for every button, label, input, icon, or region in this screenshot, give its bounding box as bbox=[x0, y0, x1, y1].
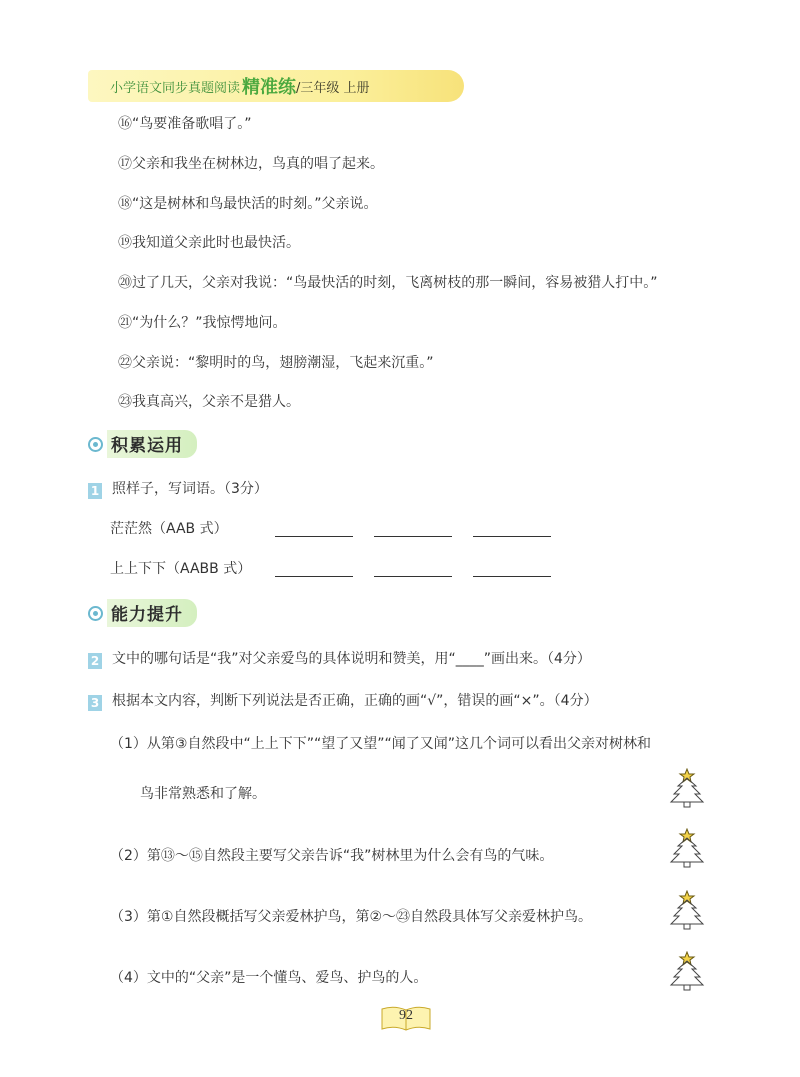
christmas-tree-icon[interactable] bbox=[668, 828, 706, 868]
question-3-text: 根据本文内容，判断下列说法是否正确，正确的画“√”，错误的画“×”。（4分） bbox=[112, 693, 598, 709]
q1-row1-blank-2[interactable] bbox=[374, 536, 452, 537]
section-title: 积累运用 bbox=[107, 430, 197, 458]
q3-item-2: （2）第⑬～⑮自然段主要写父亲告诉“我”树林里为什么会有鸟的气味。 bbox=[110, 848, 554, 864]
page-number: 92 bbox=[399, 1008, 413, 1023]
passage-paragraph-20: ⑳过了几天，父亲对我说：“鸟最快活的时刻，飞离树枝的那一瞬间，容易被猎人打中。” bbox=[118, 275, 658, 291]
question-3 bbox=[88, 690, 598, 711]
christmas-tree-icon[interactable] bbox=[668, 951, 706, 991]
section-heading-accumulation bbox=[88, 430, 197, 458]
passage-paragraph-18: ⑱“这是树林和鸟最快活的时刻。”父亲说。 bbox=[118, 196, 378, 212]
passage-paragraph-22: ㉒父亲说：“黎明时的鸟，翅膀潮湿，飞起来沉重。” bbox=[118, 355, 434, 371]
header-suffix: /三年级 上册 bbox=[296, 80, 370, 96]
christmas-tree-icon[interactable] bbox=[668, 890, 706, 930]
q3-item-4: （4）文中的“父亲”是一个懂鸟、爱鸟、护鸟的人。 bbox=[110, 970, 428, 986]
q1-row2-label: 上上下下（AABB 式） bbox=[110, 561, 252, 577]
q3-item-1-line-2: 鸟非常熟悉和了解。 bbox=[140, 786, 266, 802]
passage-paragraph-23: ㉓我真高兴，父亲不是猎人。 bbox=[118, 394, 300, 410]
q3-item-3: （3）第①自然段概括写父亲爱林护鸟，第②～㉓自然段具体写父亲爱林护鸟。 bbox=[110, 909, 593, 925]
header-prefix: 小学语文同步真题阅读 bbox=[110, 80, 241, 96]
header-banner bbox=[88, 70, 464, 102]
section-title: 能力提升 bbox=[107, 599, 197, 627]
question-2 bbox=[88, 648, 591, 669]
question-number-badge: 2 bbox=[88, 653, 102, 669]
question-2-text: 文中的哪句话是“我”对父亲爱鸟的具体说明和赞美，用“____”画出来。（4分） bbox=[112, 651, 591, 667]
passage-paragraph-16: ⑯“鸟要准备歌唱了。” bbox=[118, 116, 252, 132]
q1-row1-blank-1[interactable] bbox=[275, 536, 353, 537]
question-number-badge: 1 bbox=[88, 483, 102, 499]
q3-item-1-line-1: （1）从第③自然段中“上上下下”“望了又望”“闻了又闻”这几个词可以看出父亲对树林和 bbox=[110, 736, 651, 752]
header-brand: 精准练 bbox=[242, 77, 297, 98]
q1-row2-blank-1[interactable] bbox=[275, 576, 353, 577]
section-bullet-icon bbox=[88, 606, 103, 621]
christmas-tree-icon[interactable] bbox=[668, 768, 706, 808]
question-number-badge: 3 bbox=[88, 695, 102, 711]
question-1 bbox=[88, 478, 268, 499]
q1-row2-blank-3[interactable] bbox=[473, 576, 551, 577]
section-bullet-icon bbox=[88, 437, 103, 452]
question-1-text: 照样子，写词语。（3分） bbox=[112, 481, 268, 497]
passage-paragraph-19: ⑲我知道父亲此时也最快活。 bbox=[118, 235, 300, 251]
q1-row1-blank-3[interactable] bbox=[473, 536, 551, 537]
section-heading-ability bbox=[88, 599, 197, 627]
q1-row2-blank-2[interactable] bbox=[374, 576, 452, 577]
passage-paragraph-17: ⑰父亲和我坐在树林边，鸟真的唱了起来。 bbox=[118, 156, 384, 172]
q1-row1-label: 茫茫然（AAB 式） bbox=[110, 521, 228, 537]
passage-paragraph-21: ㉑“为什么？”我惊愕地问。 bbox=[118, 315, 287, 331]
